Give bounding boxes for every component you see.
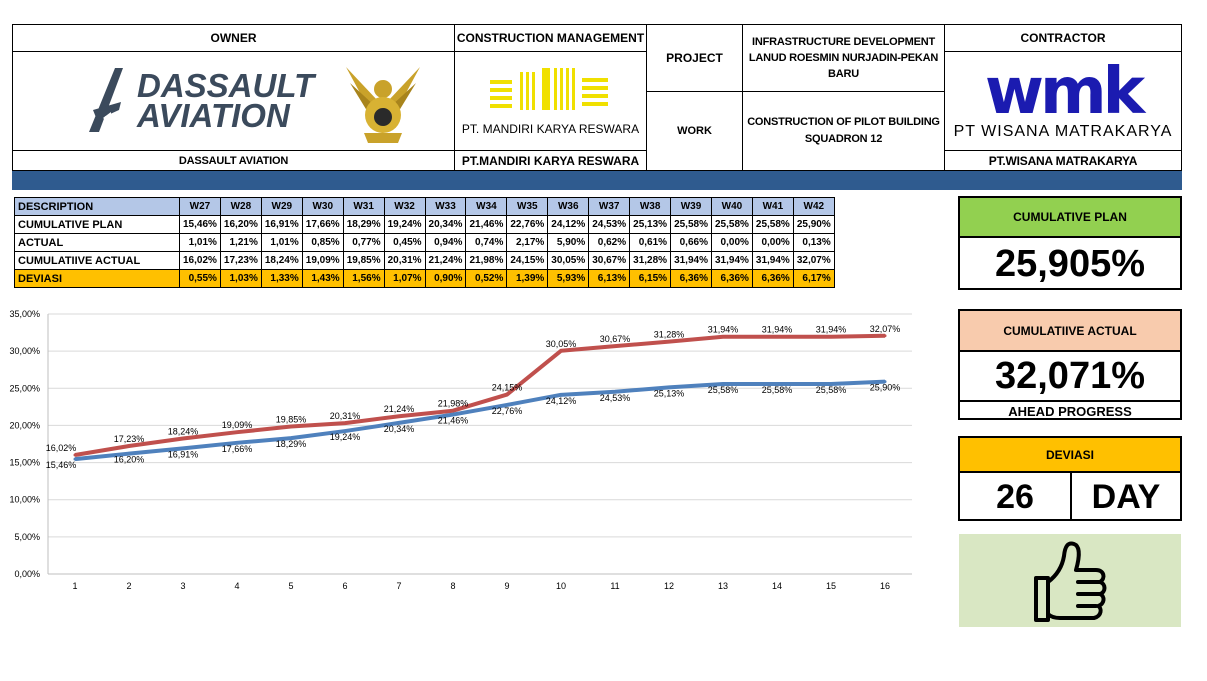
table-cell: 1,07% [384, 270, 425, 288]
x-tick-label: 6 [342, 581, 348, 591]
week-header: W42 [793, 198, 834, 216]
wmk-logo: wmk [984, 55, 1142, 129]
cm-label-cell [454, 24, 647, 52]
y-tick-label: 20,00% [9, 420, 40, 431]
data-label: 32,07% [869, 323, 901, 334]
week-header: W40 [711, 198, 752, 216]
data-label: 25,90% [869, 382, 901, 393]
x-tick-label: 8 [450, 581, 456, 591]
contractor-label-cell [944, 24, 1182, 52]
data-point [344, 422, 347, 425]
table-cell: 25,13% [630, 216, 671, 234]
data-point [722, 335, 725, 338]
table-cell: 25,58% [671, 216, 712, 234]
week-header: W32 [384, 198, 425, 216]
week-header: W30 [302, 198, 343, 216]
contractor-logo-cell [944, 51, 1182, 151]
week-header: W39 [671, 198, 712, 216]
cumulative-plan-title: CUMULATIVE PLAN [960, 198, 1180, 238]
cumulative-actual-title: CUMULATIIVE ACTUAL [960, 311, 1180, 352]
data-label: 24,53% [599, 392, 631, 403]
deviasi-value-row [960, 473, 1180, 521]
cm-label: CONSTRUCTION MANAGEMENT [456, 31, 645, 45]
table-cell: 31,94% [752, 252, 793, 270]
table-cell: 32,07% [793, 252, 834, 270]
ahead-progress-label: AHEAD PROGRESS [960, 400, 1180, 420]
table-cell: 1,01% [180, 234, 221, 252]
work-value: CONSTRUCTION OF PILOT BUILDING SQUADRON 12 [747, 116, 940, 145]
data-point [884, 334, 887, 337]
table-cell: 2,17% [507, 234, 548, 252]
owner-logo-line-1: DASSAULT [137, 67, 315, 104]
x-tick-label: 13 [717, 581, 729, 591]
table-cell: 0,13% [793, 234, 834, 252]
owner-logo-cell [12, 51, 455, 151]
dassault-logo-icon [85, 66, 145, 136]
week-header: W36 [548, 198, 589, 216]
project-value: INFRASTRUCTURE DEVELOPMENT LANUD ROESMIN NURJADIN-PEKAN BARU [748, 36, 939, 80]
table-cell: 24,53% [589, 216, 630, 234]
table-row-actual [15, 234, 835, 252]
y-tick-label: 30,00% [9, 346, 40, 357]
x-tick-label: 10 [555, 581, 567, 591]
table-row-plan [15, 216, 835, 234]
deviasi-title: DEVIASI [960, 438, 1180, 473]
progress-table [14, 197, 835, 288]
data-point [128, 445, 131, 448]
deviasi-box [958, 436, 1182, 521]
x-tick-label: 5 [288, 581, 294, 591]
week-header: W34 [466, 198, 507, 216]
data-point [560, 349, 563, 352]
data-label: 21,24% [383, 404, 415, 415]
table-cell: 24,12% [548, 216, 589, 234]
x-tick-label: 16 [879, 581, 891, 591]
x-tick-label: 9 [504, 581, 510, 591]
deviasi-unit: DAY [1091, 477, 1161, 516]
table-cell: 0,66% [671, 234, 712, 252]
table-cell: 16,91% [261, 216, 302, 234]
table-cell: 1,56% [343, 270, 384, 288]
data-label: 24,12% [545, 395, 577, 406]
project-label: PROJECT [666, 51, 723, 65]
data-label: 17,23% [113, 434, 145, 445]
table-cell: 18,29% [343, 216, 384, 234]
work-label-cell [646, 91, 743, 171]
table-cell: 1,33% [261, 270, 302, 288]
table-row-deviasi [15, 270, 835, 288]
row-label: CUMULATIIVE ACTUAL [15, 252, 180, 270]
x-tick-label: 3 [180, 581, 186, 591]
air-force-emblem-icon [342, 55, 424, 147]
cm-name-cell [454, 150, 647, 171]
data-label: 17,66% [221, 443, 253, 454]
x-tick-label: 15 [825, 581, 837, 591]
data-label: 16,02% [45, 442, 77, 453]
progress-line-chart [0, 300, 930, 600]
thumbs-up-panel [959, 534, 1181, 627]
thumbs-up-icon [1030, 538, 1110, 624]
data-label: 30,67% [599, 334, 631, 345]
table-header-row [15, 198, 835, 216]
description-header: DESCRIPTION [15, 198, 180, 216]
table-cell: 31,28% [630, 252, 671, 270]
data-point [668, 340, 671, 343]
table-cell: 6,13% [589, 270, 630, 288]
data-label: 25,58% [707, 384, 739, 395]
table-cell: 6,36% [711, 270, 752, 288]
data-label: 18,24% [167, 426, 199, 437]
series-line [75, 336, 885, 455]
table-cell: 22,76% [507, 216, 548, 234]
week-header: W29 [261, 198, 302, 216]
contractor-name: PT.WISANA MATRAKARYA [988, 153, 1138, 168]
data-point [182, 437, 185, 440]
mandiri-logo-icon [486, 66, 616, 112]
table-cell: 0,77% [343, 234, 384, 252]
data-label: 19,24% [329, 432, 361, 443]
x-tick-label: 12 [663, 581, 675, 591]
week-header: W27 [180, 198, 221, 216]
table-cell: 0,00% [752, 234, 793, 252]
data-label: 16,20% [113, 454, 145, 465]
table-cell: 0,94% [425, 234, 466, 252]
table-cell: 19,24% [384, 216, 425, 234]
data-label: 31,28% [653, 329, 685, 340]
cumulative-actual-box [958, 309, 1182, 420]
data-label: 21,46% [437, 415, 469, 426]
x-tick-label: 14 [771, 581, 783, 591]
y-tick-label: 0,00% [14, 569, 40, 579]
table-cell: 6,36% [752, 270, 793, 288]
data-point [830, 335, 833, 338]
table-cell: 31,94% [711, 252, 752, 270]
table-cell: 0,74% [466, 234, 507, 252]
table-cell: 1,43% [302, 270, 343, 288]
data-point [398, 415, 401, 418]
data-label: 18,29% [275, 439, 307, 450]
contractor-name-cell [944, 150, 1182, 171]
table-cell: 0,61% [630, 234, 671, 252]
row-label: DEVIASI [15, 270, 180, 288]
table-cell: 21,24% [425, 252, 466, 270]
data-point [236, 431, 239, 434]
table-cell: 31,94% [671, 252, 712, 270]
table-cell: 0,85% [302, 234, 343, 252]
data-label: 15,46% [45, 460, 77, 471]
table-cell: 5,90% [548, 234, 589, 252]
cm-logo-text: PT. MANDIRI KARYA RESWARA [461, 122, 640, 136]
data-label: 22,76% [491, 405, 523, 416]
data-label: 19,85% [275, 414, 307, 425]
table-cell: 6,15% [630, 270, 671, 288]
data-label: 20,34% [383, 423, 415, 434]
table-row-cum-actual [15, 252, 835, 270]
week-header: W35 [507, 198, 548, 216]
table-cell: 1,01% [261, 234, 302, 252]
data-label: 25,13% [653, 388, 685, 399]
table-cell: 21,46% [466, 216, 507, 234]
table-cell: 6,17% [793, 270, 834, 288]
table-cell: 18,24% [261, 252, 302, 270]
project-label-cell [646, 24, 743, 92]
table-cell: 1,03% [220, 270, 261, 288]
week-header: W33 [425, 198, 466, 216]
cumulative-plan-box [958, 196, 1182, 290]
table-cell: 0,62% [589, 234, 630, 252]
y-tick-label: 15,00% [9, 457, 40, 468]
table-cell: 25,58% [711, 216, 752, 234]
cumulative-plan-value: 25,905% [994, 242, 1145, 285]
week-header: W37 [589, 198, 630, 216]
table-cell: 0,55% [180, 270, 221, 288]
work-value-cell [742, 91, 945, 171]
x-tick-label: 11 [610, 581, 620, 591]
table-cell: 1,39% [507, 270, 548, 288]
data-point [290, 425, 293, 428]
table-cell: 19,85% [343, 252, 384, 270]
x-tick-label: 7 [396, 581, 402, 591]
data-label: 19,09% [221, 420, 253, 431]
data-label: 21,98% [437, 398, 469, 409]
data-label: 31,94% [815, 324, 847, 335]
table-cell: 17,66% [302, 216, 343, 234]
table-cell: 24,15% [507, 252, 548, 270]
contractor-logo-sub: PT WISANA MATRAKARYA [953, 123, 1173, 140]
row-label: ACTUAL [15, 234, 180, 252]
data-point [74, 453, 77, 456]
x-tick-label: 2 [126, 581, 132, 591]
table-cell: 0,45% [384, 234, 425, 252]
table-cell: 21,98% [466, 252, 507, 270]
table-cell: 25,90% [793, 216, 834, 234]
table-cell: 6,36% [671, 270, 712, 288]
cm-name: PT.MANDIRI KARYA RESWARA [461, 153, 640, 168]
table-cell: 30,67% [589, 252, 630, 270]
y-tick-label: 25,00% [9, 383, 40, 394]
table-cell: 5,93% [548, 270, 589, 288]
table-cell: 16,20% [220, 216, 261, 234]
table-cell: 0,00% [711, 234, 752, 252]
cm-logo-cell [454, 51, 647, 151]
y-tick-label: 5,00% [14, 531, 40, 542]
x-tick-label: 4 [234, 581, 240, 591]
owner-name: DASSAULT AVIATION [178, 154, 289, 167]
data-point [452, 409, 455, 412]
table-cell: 25,58% [752, 216, 793, 234]
data-label: 25,58% [761, 384, 793, 395]
week-header: W41 [752, 198, 793, 216]
week-header: W31 [343, 198, 384, 216]
data-label: 25,58% [815, 384, 847, 395]
table-cell: 30,05% [548, 252, 589, 270]
table-cell: 20,31% [384, 252, 425, 270]
data-point [776, 335, 779, 338]
data-point [614, 345, 617, 348]
table-cell: 20,34% [425, 216, 466, 234]
data-label: 16,91% [167, 449, 199, 460]
owner-logo-text [137, 67, 315, 134]
owner-label-cell [12, 24, 455, 52]
x-tick-label: 1 [72, 581, 78, 591]
y-tick-label: 35,00% [9, 309, 40, 319]
work-label: WORK [677, 125, 712, 137]
week-header: W28 [220, 198, 261, 216]
week-header: W38 [630, 198, 671, 216]
project-value-cell [742, 24, 945, 92]
data-point [506, 393, 509, 396]
table-cell: 16,02% [180, 252, 221, 270]
y-tick-label: 10,00% [9, 494, 40, 505]
data-label: 31,94% [761, 324, 793, 335]
data-label: 31,94% [707, 324, 739, 335]
owner-label: OWNER [210, 31, 257, 45]
row-label: CUMULATIVE PLAN [15, 216, 180, 234]
table-cell: 15,46% [180, 216, 221, 234]
owner-name-cell [12, 150, 455, 171]
data-label: 24,15% [491, 382, 523, 393]
data-label: 20,31% [329, 411, 361, 422]
data-label: 30,05% [545, 338, 577, 349]
table-cell: 17,23% [220, 252, 261, 270]
section-divider-bar [12, 171, 1182, 190]
table-cell: 0,90% [425, 270, 466, 288]
owner-logo-line-2: AVIATION [137, 97, 290, 134]
deviasi-days: 26 [960, 473, 1072, 521]
table-cell: 0,52% [466, 270, 507, 288]
table-cell: 19,09% [302, 252, 343, 270]
cumulative-actual-value: 32,071% [994, 354, 1145, 397]
contractor-label: CONTRACTOR [1020, 31, 1106, 45]
table-cell: 1,21% [220, 234, 261, 252]
